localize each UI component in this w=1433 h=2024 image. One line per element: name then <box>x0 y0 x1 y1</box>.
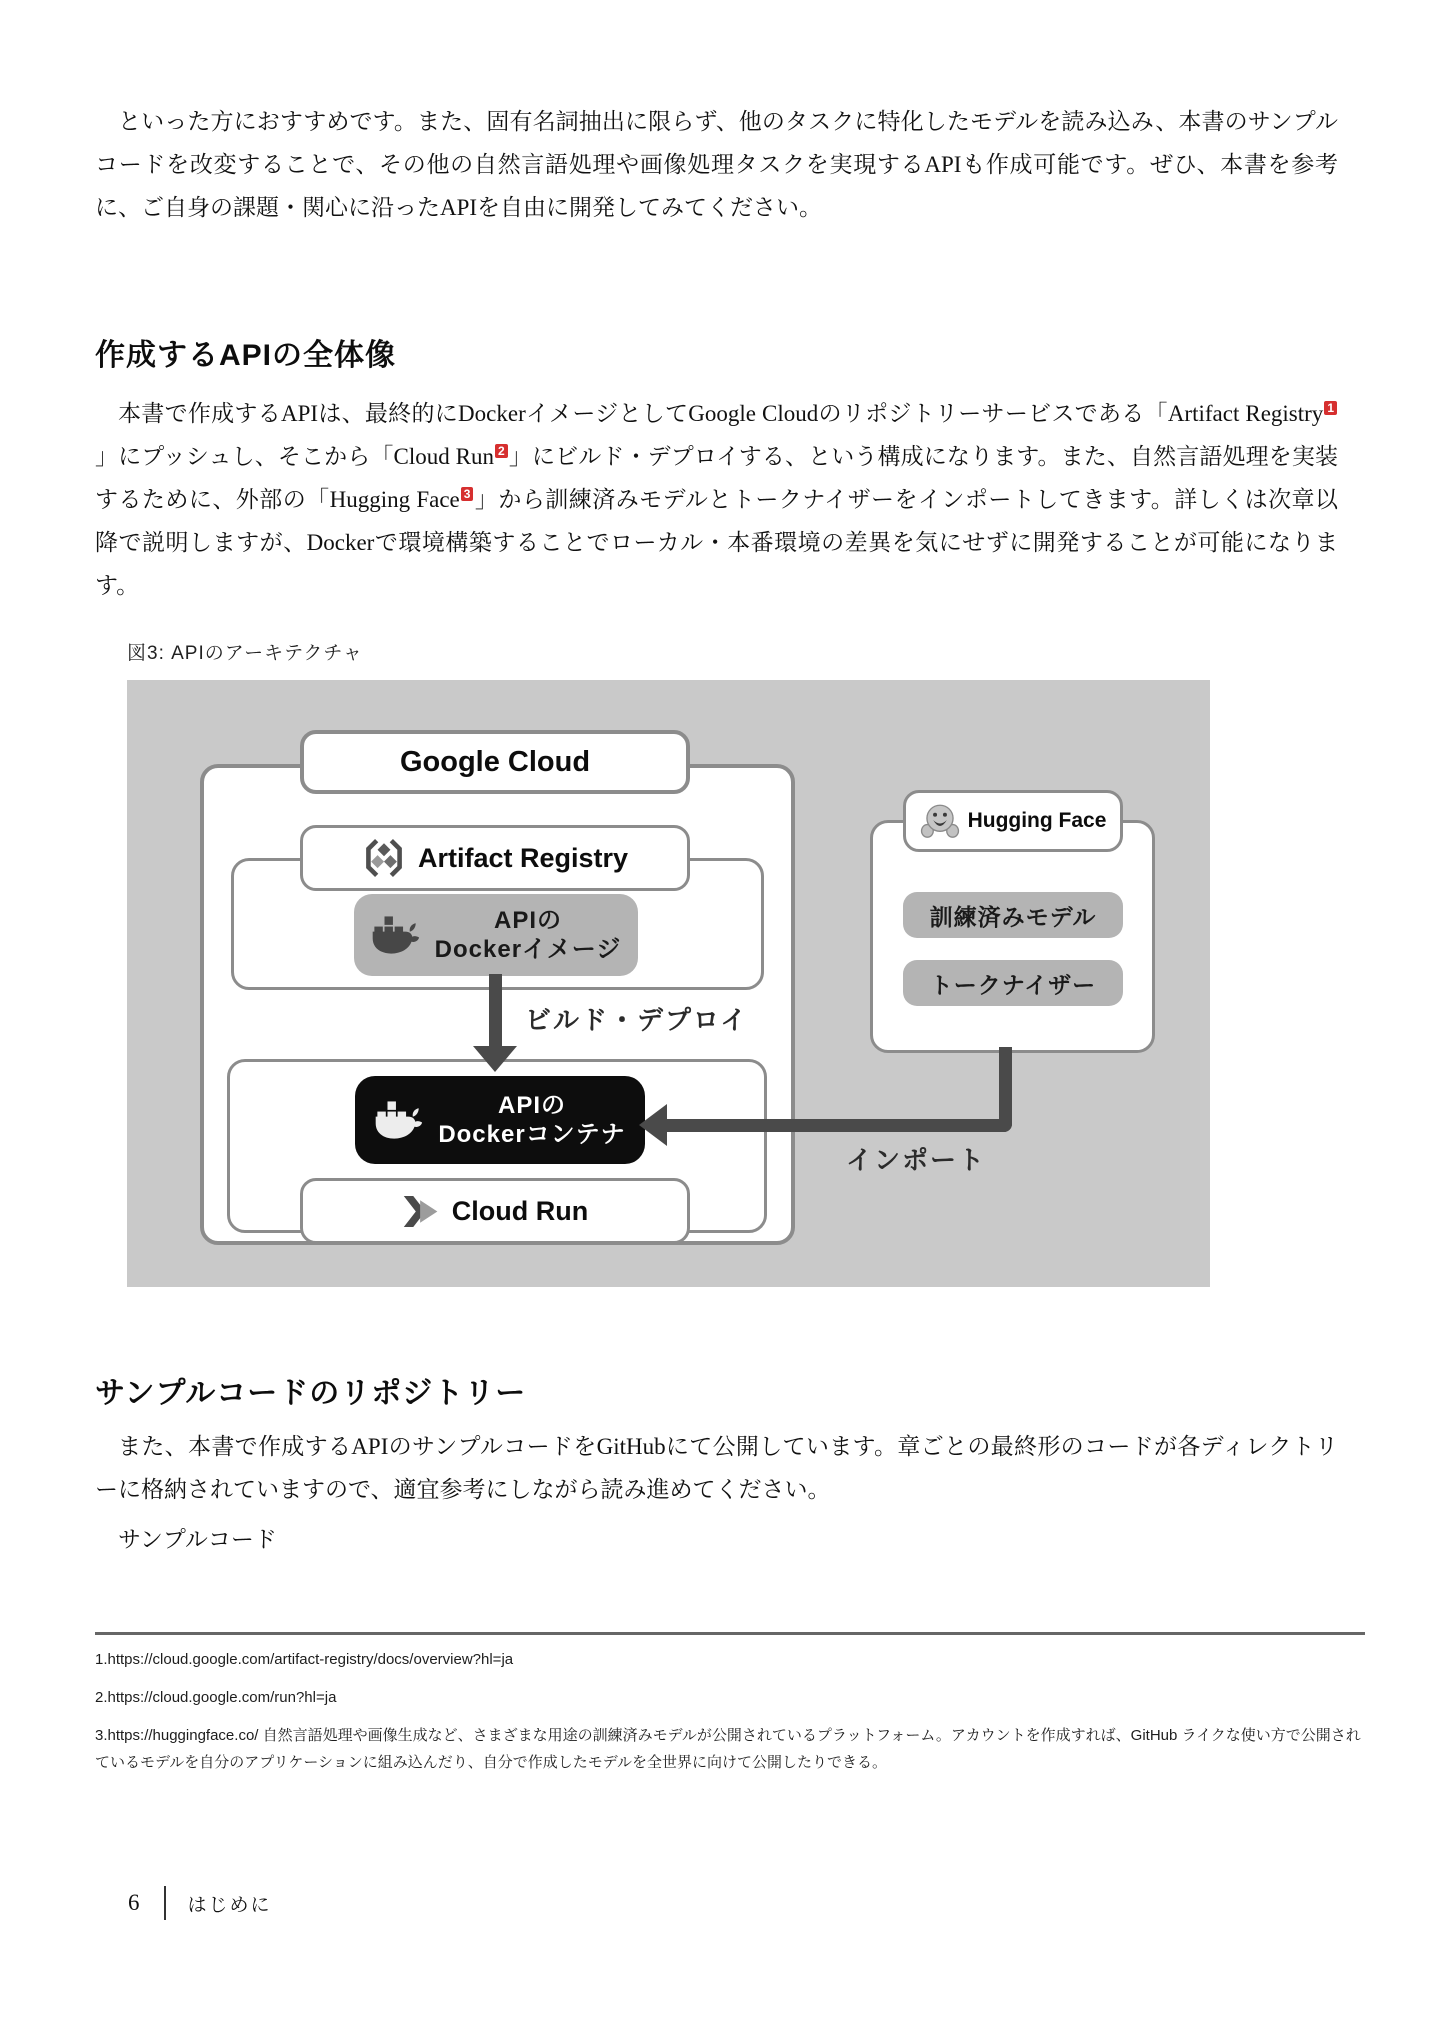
page-footer <box>128 1886 272 1920</box>
docker-container-box <box>355 1076 645 1164</box>
paragraph-text: 」にビルド・デプロイする、という構成になります。また、自然言語処理を実装するために、外部の「Hugging Face <box>95 444 1338 512</box>
import-label: インポート <box>846 1145 987 1175</box>
figure-caption: 図3: APIのアーキテクチャ <box>127 643 363 664</box>
hugging-face-label: Hugging Face <box>967 809 1107 832</box>
footnote-ref-3: 3 <box>461 487 474 501</box>
docker-image-box <box>354 894 638 976</box>
footnote-ref-1: 1 <box>1324 401 1337 415</box>
import-arrowhead <box>639 1104 667 1146</box>
import-connector-horizontal <box>663 1119 1012 1132</box>
heading-api-overview: 作成するAPIの全体像 <box>95 339 397 372</box>
footer-section-title: はじめに <box>187 1894 272 1916</box>
docker-image-label-line1: APIの <box>493 907 562 934</box>
build-deploy-arrow <box>489 974 502 1048</box>
docker-container-label-line1: APIの <box>497 1092 566 1119</box>
google-cloud-label: Google Cloud <box>399 745 591 778</box>
google-cloud-label-box <box>300 730 690 794</box>
footnote-2: 2.https://cloud.google.com/run?hl=ja <box>95 1689 337 1706</box>
api-architecture-diagram <box>127 680 1210 1287</box>
sample-code-line: サンプルコード <box>118 1527 277 1552</box>
docker-container-label-line2: Dockerコンテナ <box>438 1121 626 1148</box>
hugging-face-label-box <box>903 790 1123 852</box>
artifact-registry-icon <box>362 836 406 880</box>
docker-image-label-line2: Dockerイメージ <box>434 936 622 963</box>
build-deploy-arrowhead <box>473 1046 517 1072</box>
paragraph-text: 本書で作成するAPIは、最終的にDockerイメージとしてGoogle Cloudのリポジトリーサービスである「Artifact Registry <box>118 401 1324 426</box>
intro-paragraph: といった方におすすめです。また、固有名詞抽出に限らず、他のタスクに特化したモデルを読み込み、本書のサンプルコードを改変することで、その他の自然言語処理や画像処理タスクを実現するAPIも作成可能です。ぜひ、本書を参考に、ご自身の課題・関心に沿ったAPIを自由に開発してみてください。 <box>95 109 1338 220</box>
artifact-registry-label-box <box>300 825 690 891</box>
paragraph-text: 」から訓練済みモデルとトークナイザーをインポートしてきます。詳しくは次章以降で説明しますが、Dockerで環境構築することでローカル・本番環境の差異を気にせずに開発することが可能になります。 <box>95 487 1338 598</box>
hugging-face-icon <box>920 803 960 839</box>
api-overview-paragraph <box>95 392 1338 607</box>
tokenizer-box: トークナイザー <box>903 960 1123 1006</box>
footnote-ref-2: 2 <box>495 444 508 458</box>
cloud-run-label: Cloud Run <box>451 1195 589 1226</box>
footnote-3: 3.https://huggingface.co/ 自然言語処理や画像生成など、さまざまな用途の訓練済みモデルが公開されているプラットフォーム。アカウントを作成すれば、GitHub ライクな使い方で公開されているモデルを自分のアプリケーションに組み込んだり、自分で作成したモデルを全世界に向けて公開したりできる。 <box>95 1727 1361 1771</box>
docker-icon <box>371 914 425 956</box>
footnotes <box>95 1632 1365 1776</box>
heading-sample-code-repo: サンプルコードのリポジトリー <box>95 1377 527 1410</box>
sample-code-paragraph: また、本書で作成するAPIのサンプルコードをGitHubにて公開しています。章ごとの最終形のコードが各ディレクトリーに格納されていますので、適宜参考にしながら読み進めてください。 <box>95 1434 1338 1502</box>
page-number: 6 <box>128 1890 140 1915</box>
footer-divider <box>164 1886 166 1920</box>
cloud-run-icon <box>402 1196 440 1227</box>
build-deploy-label: ビルド・デプロイ <box>525 1005 749 1035</box>
docker-icon <box>374 1099 428 1141</box>
cloud-run-label-box <box>300 1178 690 1244</box>
paragraph-text: 」にプッシュし、そこから「Cloud Run <box>95 444 495 469</box>
footnote-divider <box>95 1632 1365 1635</box>
artifact-registry-label: Artifact Registry <box>417 842 629 873</box>
footnote-1: 1.https://cloud.google.com/artifact-registry/docs/overview?hl=ja <box>95 1651 514 1668</box>
trained-model-box: 訓練済みモデル <box>903 892 1123 938</box>
